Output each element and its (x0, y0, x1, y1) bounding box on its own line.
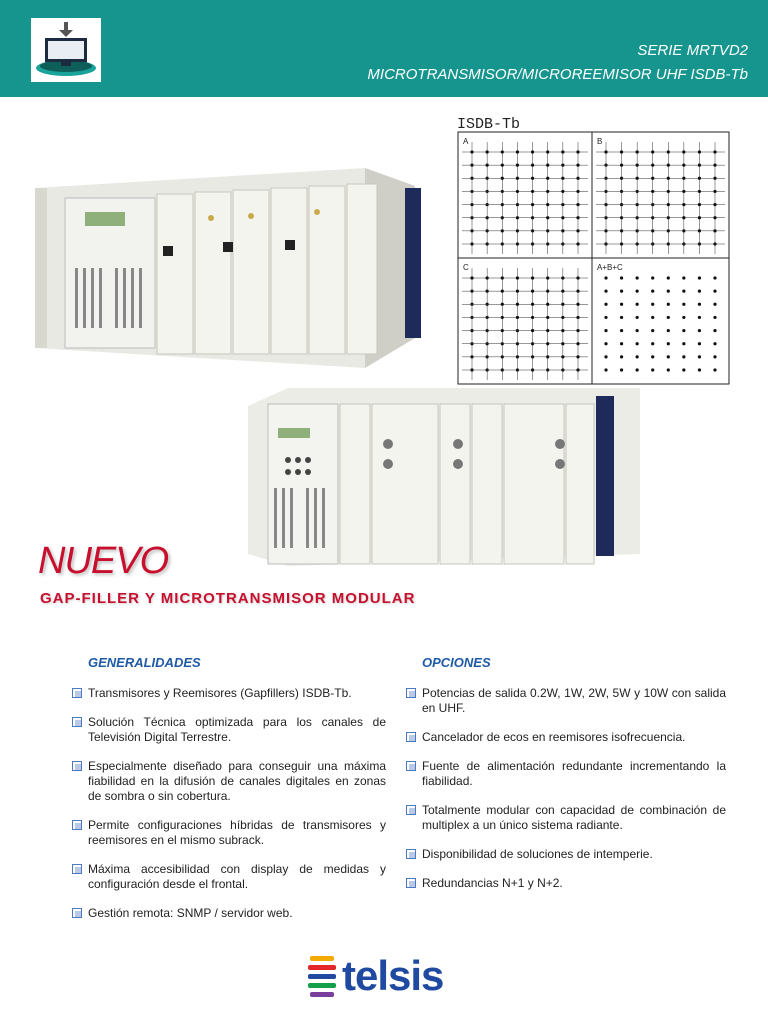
constellation-point (667, 355, 670, 358)
list-item: Gestión remota: SNMP / servidor web. (72, 906, 386, 921)
constellation-point (576, 368, 579, 371)
constellation-point (698, 329, 701, 332)
constellation-point (561, 316, 564, 319)
constellation-point (576, 329, 579, 332)
constellation-point (667, 203, 670, 206)
constellation-point (636, 316, 639, 319)
constellation-point (636, 290, 639, 293)
checkbox-bullet-icon (72, 820, 82, 830)
constellation-point (546, 316, 549, 319)
constellation-point (651, 150, 654, 153)
constellation-point (713, 276, 716, 279)
generalidades-heading: GENERALIDADES (88, 655, 201, 670)
quadrant-a (462, 142, 588, 254)
constellation-point (636, 150, 639, 153)
constellation-point (620, 303, 623, 306)
constellation-point (516, 303, 519, 306)
constellation-point (561, 229, 564, 232)
rack-unit-photo-front (35, 158, 435, 380)
constellation-point (546, 303, 549, 306)
checkbox-bullet-icon (406, 805, 416, 815)
list-item: Totalmente modular con capacidad de combinación de multiplex a un único sistema radiante. (406, 803, 726, 833)
constellation-point (667, 164, 670, 167)
constellation-point (651, 177, 654, 180)
constellation-point (516, 164, 519, 167)
list-item: Potencias de salida 0.2W, 1W, 2W, 5W y 10W con salida en UHF. (406, 686, 726, 716)
quadrant-b (596, 142, 725, 254)
constellation-point (651, 316, 654, 319)
constellation-point (576, 290, 579, 293)
constellation-point (713, 290, 716, 293)
constellation-point (576, 177, 579, 180)
list-item: Permite configuraciones híbridas de transmisores y reemisores en el mismo subrack. (72, 818, 386, 848)
constellation-point (713, 177, 716, 180)
constellation-point (604, 276, 607, 279)
constellation-point (620, 316, 623, 319)
constellation-point (667, 316, 670, 319)
constellation-point (546, 216, 549, 219)
constellation-grid (457, 116, 730, 386)
constellation-point (713, 303, 716, 306)
constellation-point (531, 203, 534, 206)
constellation-point (561, 203, 564, 206)
constellation-point (682, 203, 685, 206)
constellation-point (651, 355, 654, 358)
constellation-point (620, 290, 623, 293)
constellation-point (698, 216, 701, 219)
constellation-point (546, 164, 549, 167)
quadrant-c (462, 268, 588, 380)
constellation-point (698, 177, 701, 180)
constellation-point (546, 342, 549, 345)
constellation-point (667, 368, 670, 371)
constellation-point (531, 303, 534, 306)
constellation-point (546, 276, 549, 279)
constellation-point (698, 150, 701, 153)
constellation-point (576, 316, 579, 319)
constellation-point (682, 164, 685, 167)
constellation-point (667, 329, 670, 332)
constellation-point (486, 276, 489, 279)
constellation-point (620, 355, 623, 358)
header-banner (0, 0, 768, 97)
constellation-point (576, 303, 579, 306)
list-item: Cancelador de ecos en reemisores isofrecuencia. (406, 730, 726, 745)
constellation-point (604, 342, 607, 345)
constellation-point (604, 303, 607, 306)
constellation-point (501, 164, 504, 167)
constellation-point (576, 276, 579, 279)
constellation-point (651, 276, 654, 279)
constellation-point (682, 329, 685, 332)
constellation-point (516, 177, 519, 180)
constellation-point (546, 329, 549, 332)
opciones-heading: OPCIONES (422, 655, 491, 670)
constellation-point (561, 276, 564, 279)
constellation-point (636, 368, 639, 371)
constellation-point (698, 355, 701, 358)
constellation-point (713, 190, 716, 193)
series-title: SERIE MRTVD2 (637, 42, 748, 59)
constellation-point (682, 216, 685, 219)
constellation-point (682, 290, 685, 293)
constellation-point (667, 290, 670, 293)
quadrant-c-label: C (463, 263, 469, 272)
brand-name: telsis (342, 952, 444, 999)
constellation-point (516, 276, 519, 279)
constellation-point (713, 355, 716, 358)
constellation-point (698, 368, 701, 371)
constellation-point (682, 177, 685, 180)
constellation-point (667, 177, 670, 180)
constellation-point (713, 150, 716, 153)
constellation-point (713, 216, 716, 219)
constellation-point (576, 242, 579, 245)
constellation-point (561, 177, 564, 180)
constellation-point (501, 177, 504, 180)
constellation-point (486, 150, 489, 153)
checkbox-bullet-icon (72, 761, 82, 771)
constellation-point (636, 329, 639, 332)
constellation-point (561, 355, 564, 358)
constellation-point (620, 276, 623, 279)
list-item: Disponibilidad de soluciones de intemperie. (406, 847, 726, 862)
constellation-point (651, 303, 654, 306)
constellation-point (713, 316, 716, 319)
constellation-point (698, 342, 701, 345)
constellation-point (576, 355, 579, 358)
constellation-point (576, 229, 579, 232)
constellation-point (620, 342, 623, 345)
constellation-point (531, 316, 534, 319)
constellation-point (576, 190, 579, 193)
constellation-point (698, 276, 701, 279)
checkbox-bullet-icon (406, 878, 416, 888)
constellation-point (636, 342, 639, 345)
checkbox-bullet-icon (406, 688, 416, 698)
constellation-point (682, 368, 685, 371)
constellation-title: ISDB-Tb (457, 116, 521, 133)
constellation-point (713, 229, 716, 232)
constellation-point (713, 368, 716, 371)
quadrant-abc (604, 276, 716, 371)
constellation-point (651, 290, 654, 293)
opciones-list (406, 686, 726, 905)
constellation-point (604, 329, 607, 332)
checkbox-bullet-icon (72, 864, 82, 874)
constellation-point (531, 177, 534, 180)
constellation-point (604, 355, 607, 358)
constellation-point (682, 303, 685, 306)
constellation-point (561, 216, 564, 219)
constellation-point (531, 329, 534, 332)
constellation-point (698, 290, 701, 293)
constellation-point (516, 190, 519, 193)
constellation-point (470, 276, 473, 279)
constellation-point (667, 303, 670, 306)
constellation-point (682, 355, 685, 358)
constellation-point (516, 290, 519, 293)
constellation-point (698, 316, 701, 319)
constellation-point (651, 368, 654, 371)
constellation-point (667, 276, 670, 279)
constellation-point (561, 329, 564, 332)
constellation-point (713, 164, 716, 167)
constellation-point (698, 164, 701, 167)
rack-unit-photo-lower (248, 384, 640, 570)
constellation-point (682, 190, 685, 193)
constellation-point (561, 303, 564, 306)
constellation-point (636, 355, 639, 358)
constellation-point (620, 368, 623, 371)
constellation-point (604, 316, 607, 319)
constellation-point (604, 290, 607, 293)
constellation-point (576, 150, 579, 153)
constellation-point (561, 190, 564, 193)
constellation-point (682, 342, 685, 345)
list-item: Redundancias N+1 y N+2. (406, 876, 726, 891)
constellation-point (486, 290, 489, 293)
constellation-point (713, 329, 716, 332)
list-item: Transmisores y Reemisores (Gapfillers) ISDB-Tb. (72, 686, 386, 701)
constellation-point (561, 290, 564, 293)
constellation-point (546, 203, 549, 206)
constellation-point (576, 203, 579, 206)
checkbox-bullet-icon (406, 849, 416, 859)
constellation-point (636, 164, 639, 167)
constellation-point (470, 150, 473, 153)
list-item: Solución Técnica optimizada para los canales de Televisión Digital Terrestre. (72, 715, 386, 745)
constellation-point (486, 164, 489, 167)
isdb-tb-constellation (457, 116, 730, 386)
constellation-point (576, 342, 579, 345)
list-item: Fuente de alimentación redundante incrementando la fiabilidad. (406, 759, 726, 789)
quadrant-a-label: A (463, 137, 469, 146)
generalidades-list (72, 686, 386, 935)
constellation-point (576, 216, 579, 219)
constellation-point (561, 342, 564, 345)
list-item: Máxima accesibilidad con display de medidas y configuración desde el frontal. (72, 862, 386, 892)
telsis-logo-mark-icon (306, 954, 340, 1000)
product-line-title: MICROTRANSMISOR/MICROREEMISOR UHF ISDB-Tb (367, 66, 748, 83)
constellation-point (561, 150, 564, 153)
constellation-point (546, 190, 549, 193)
constellation-point (713, 242, 716, 245)
checkbox-bullet-icon (72, 717, 82, 727)
constellation-point (501, 276, 504, 279)
constellation-point (651, 190, 654, 193)
constellation-point (698, 303, 701, 306)
constellation-point (667, 150, 670, 153)
checkbox-bullet-icon (406, 732, 416, 742)
constellation-point (651, 342, 654, 345)
constellation-point (682, 316, 685, 319)
telsis-logo (306, 950, 466, 1000)
constellation-point (636, 177, 639, 180)
constellation-point (651, 164, 654, 167)
constellation-point (667, 190, 670, 193)
constellation-point (501, 290, 504, 293)
list-item: Especialmente diseñado para conseguir una máxima fiabilidad en la difusión de canales digitales en zonas de sombra o sin cobertura. (72, 759, 386, 804)
constellation-point (516, 150, 519, 153)
constellation-point (713, 203, 716, 206)
headline-nuevo: NUEVO (38, 540, 169, 582)
constellation-point (546, 290, 549, 293)
constellation-point (698, 190, 701, 193)
checkbox-bullet-icon (406, 761, 416, 771)
constellation-point (501, 303, 504, 306)
constellation-point (546, 177, 549, 180)
constellation-point (620, 329, 623, 332)
quadrant-abc-label: A+B+C (597, 263, 623, 272)
constellation-point (501, 150, 504, 153)
constellation-point (531, 276, 534, 279)
constellation-point (698, 229, 701, 232)
constellation-point (620, 164, 623, 167)
constellation-point (531, 150, 534, 153)
constellation-point (636, 303, 639, 306)
constellation-point (546, 150, 549, 153)
constellation-point (576, 164, 579, 167)
checkbox-bullet-icon (72, 688, 82, 698)
constellation-point (698, 203, 701, 206)
constellation-point (531, 290, 534, 293)
constellation-point (667, 342, 670, 345)
constellation-point (561, 164, 564, 167)
computer-download-icon (31, 18, 101, 82)
constellation-point (620, 150, 623, 153)
checkbox-bullet-icon (72, 908, 82, 918)
constellation-point (682, 276, 685, 279)
constellation-point (604, 368, 607, 371)
constellation-point (651, 329, 654, 332)
quadrant-b-label: B (597, 137, 603, 146)
constellation-point (682, 150, 685, 153)
constellation-point (636, 276, 639, 279)
constellation-point (516, 316, 519, 319)
constellation-point (531, 190, 534, 193)
promo-subtitle: GAP-FILLER Y MICROTRANSMISOR MODULAR (40, 590, 416, 607)
constellation-point (713, 342, 716, 345)
constellation-point (604, 150, 607, 153)
constellation-point (531, 164, 534, 167)
